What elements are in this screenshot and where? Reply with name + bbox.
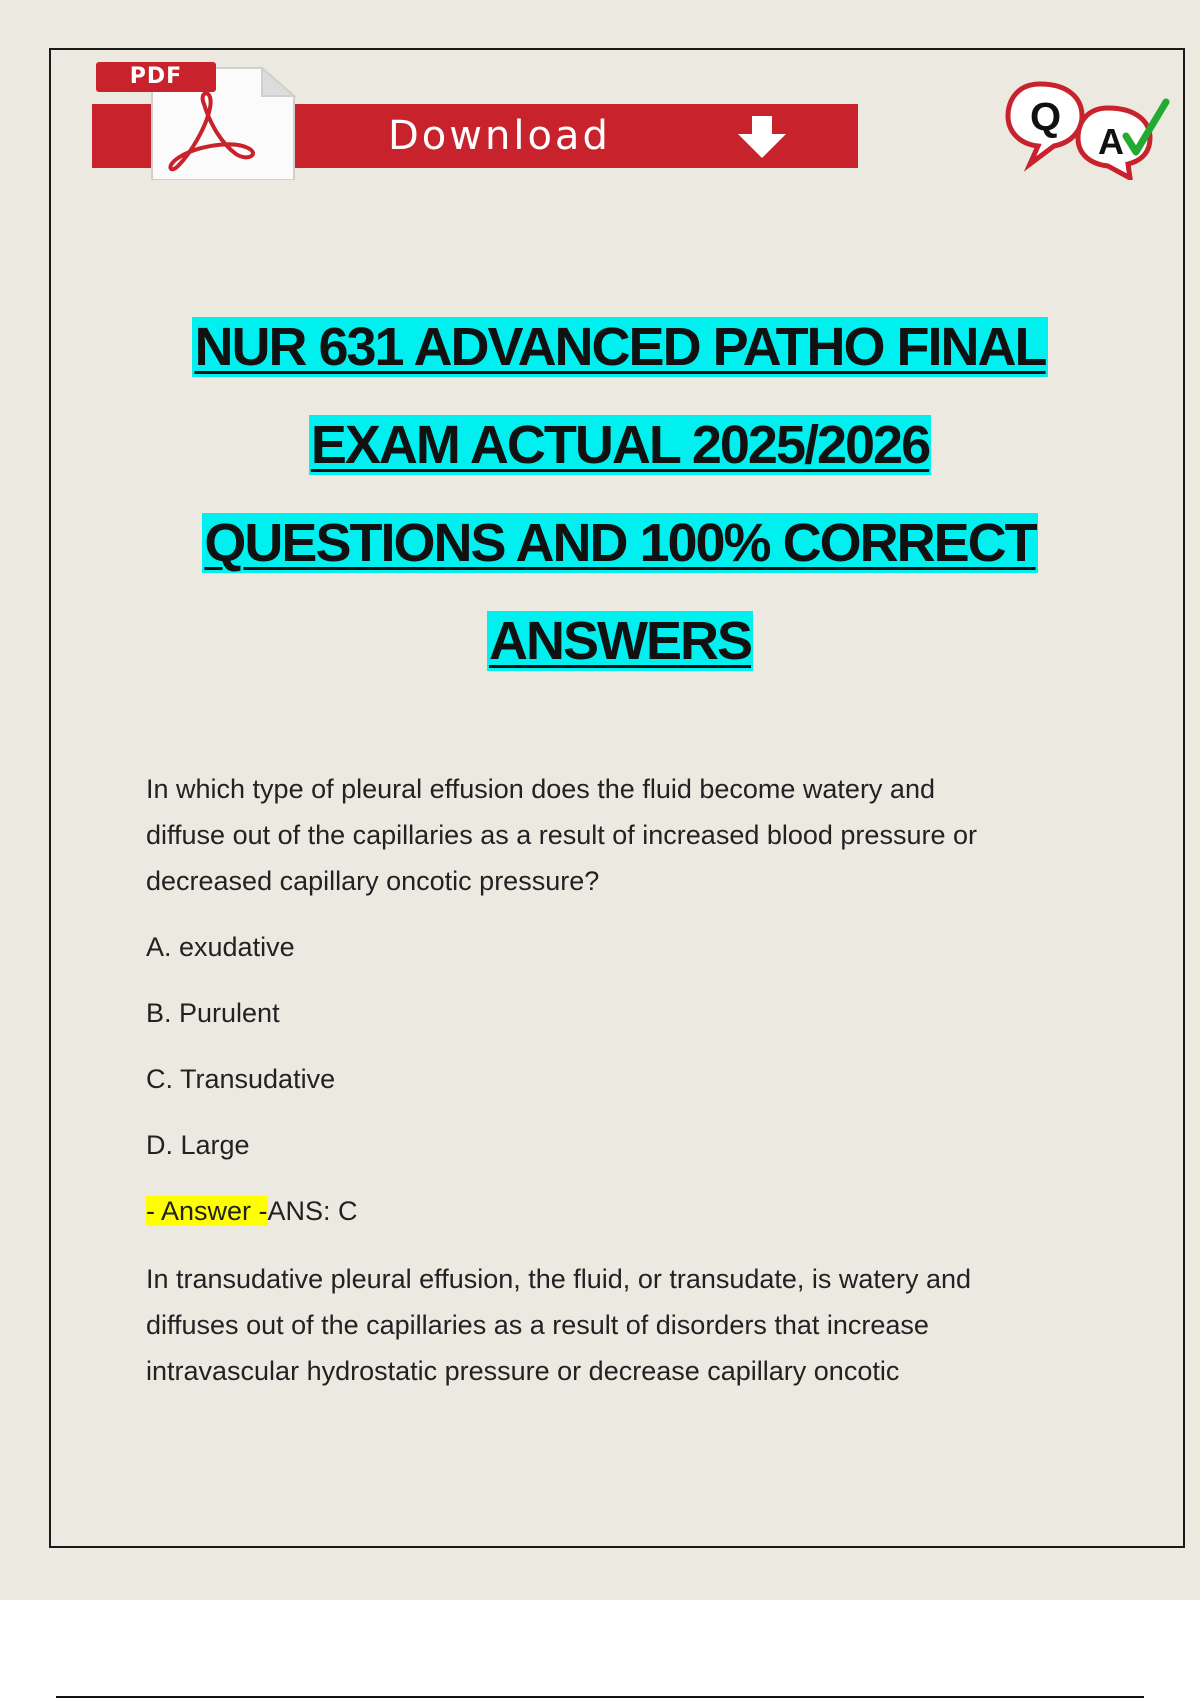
title-line: EXAM ACTUAL 2025/2026 — [310, 415, 930, 475]
question-block — [146, 766, 1086, 1394]
download-arrow-icon — [734, 116, 790, 158]
explanation-text — [146, 1256, 1086, 1394]
answer-line — [146, 1178, 1086, 1244]
qa-logo — [1004, 80, 1172, 180]
download-label[interactable]: Download — [388, 113, 611, 159]
option-c: C. Transudative — [146, 1064, 336, 1094]
document-title — [100, 298, 1140, 690]
question-text — [146, 766, 1086, 904]
question-line: decreased capillary oncotic pressure? — [146, 866, 600, 896]
explanation-line: In transudative pleural effusion, the fluid, or transudate, is watery and — [146, 1264, 971, 1294]
qa-logo-q: Q — [1030, 95, 1062, 139]
title-line: NUR 631 ADVANCED PATHO FINAL — [194, 317, 1046, 377]
option-a: A. exudative — [146, 932, 295, 962]
question-line: diffuse out of the capillaries as a result of increased blood pressure or — [146, 820, 977, 850]
title-line: ANSWERS — [488, 611, 751, 671]
download-banner[interactable] — [92, 58, 858, 182]
title-line: QUESTIONS AND 100% CORRECT — [204, 513, 1036, 573]
qa-logo-a: A — [1098, 121, 1124, 162]
page-divider — [56, 1696, 1144, 1698]
explanation-line: diffuses out of the capillaries as a result of disorders that increase — [146, 1310, 929, 1340]
explanation-line: intravascular hydrostatic pressure or decrease capillary oncotic — [146, 1356, 900, 1386]
option-b: B. Purulent — [146, 998, 280, 1028]
banner-red-block — [92, 104, 152, 168]
option-d: D. Large — [146, 1130, 250, 1160]
answer-options — [146, 914, 1086, 1178]
question-line: In which type of pleural effusion does the fluid become watery and — [146, 774, 935, 804]
pdf-tab-label: PDF — [96, 62, 216, 92]
answer-value: ANS: C — [267, 1196, 358, 1226]
answer-highlight: - Answer - — [146, 1196, 268, 1226]
